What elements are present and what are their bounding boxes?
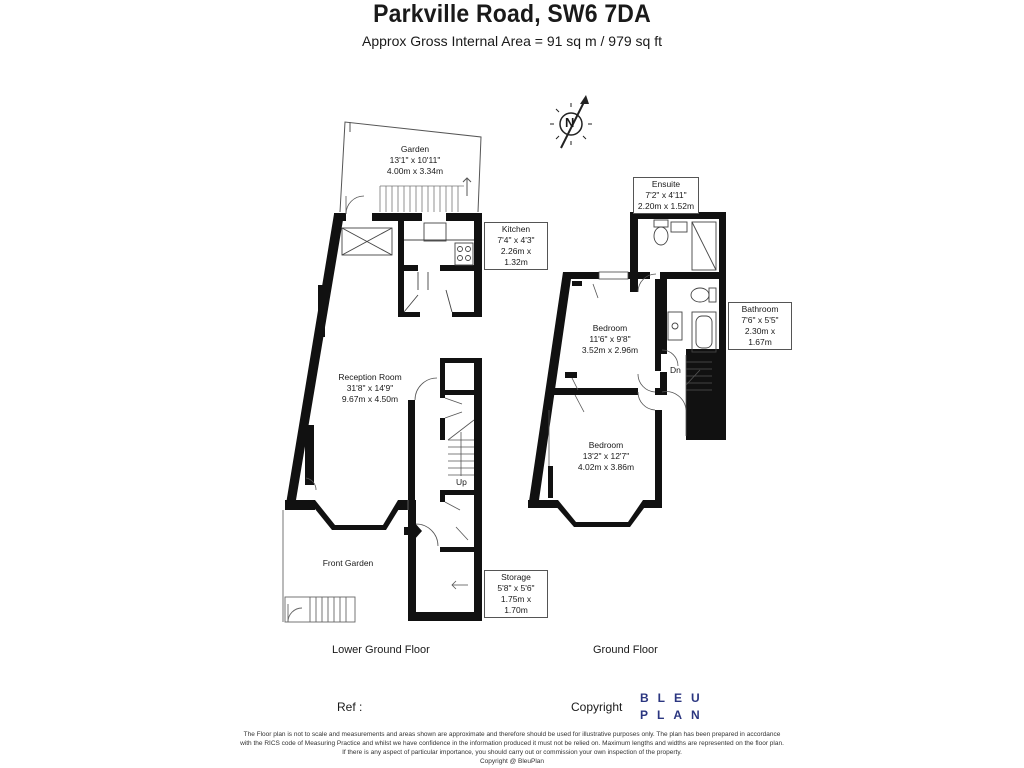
bathroom-label: [728, 302, 792, 350]
bedroom-1-metric: 3.52m x 2.96m: [581, 345, 639, 355]
ground-windows: [599, 272, 628, 279]
ref-label: Ref :: [337, 700, 363, 714]
kitchen-imperial: 7'4" x 4'3": [497, 235, 535, 245]
ensuite-metric: 2.20m x 1.52m: [637, 201, 695, 211]
page-subtitle: Approx Gross Internal Area = 91 sq m / 979 sq ft: [362, 33, 662, 49]
ensuite-imperial: 7'2" x 4'11": [645, 190, 687, 200]
logo-line-2: PLAN: [640, 708, 709, 722]
compass-label: N: [565, 115, 575, 130]
kitchen-metric: 2.26m x 1.32m: [500, 246, 532, 267]
reception-imperial: 31'8" x 14'9": [346, 383, 394, 393]
storage-imperial: 5'8" x 5'6": [497, 583, 535, 593]
storage-metric: 1.75m x 1.70m: [500, 594, 532, 615]
garden-metric: 4.00m x 3.34m: [386, 166, 444, 176]
bathroom-imperial: 7'6" x 5'5": [741, 315, 779, 325]
garden-name: Garden: [400, 144, 430, 154]
lower-ground-floor-label: Lower Ground Floor: [332, 644, 430, 656]
bathroom-metric: 2.30m x 1.67m: [744, 326, 776, 347]
disclaimer-line-3: If there is any aspect of particular importance, you should carry out or commission your own inspection of the property.: [342, 749, 682, 756]
disclaimer-line-4: Copyright @ BleuPlan: [479, 758, 545, 765]
disclaimer: [200, 730, 824, 766]
bedroom-1-imperial: 11'6" x 9'8": [589, 334, 631, 344]
stairs-up-label: Up: [456, 477, 467, 487]
reception-room-label: [325, 372, 415, 405]
bathroom-name: Bathroom: [741, 304, 779, 314]
front-garden-label: [308, 558, 388, 569]
bedroom-2-name: Bedroom: [588, 440, 624, 450]
garden-label: [370, 144, 460, 177]
bleuplan-logo: [640, 690, 709, 724]
ground-floor-plan: [528, 212, 726, 527]
bedroom-1-name: Bedroom: [592, 323, 628, 333]
bedroom-1-label: [570, 323, 650, 356]
front-garden-name: Front Garden: [322, 558, 374, 568]
bedroom-2-label: [566, 440, 646, 473]
disclaimer-line-2: with the RICS code of Measuring Practice and whilst we have confidence in the information produced it must not be relied on. Maximum lengths and widths are represented on the floor plan.: [240, 740, 784, 747]
ensuite-label: [633, 177, 699, 214]
kitchen-name: Kitchen: [501, 224, 531, 234]
reception-metric: 9.67m x 4.50m: [341, 394, 399, 404]
ensuite-name: Ensuite: [651, 179, 681, 189]
bedroom-2-metric: 4.02m x 3.86m: [577, 462, 635, 472]
stairs-down-label: Dn: [670, 365, 681, 375]
ground-floor-walls: [528, 212, 726, 527]
reception-name: Reception Room: [338, 372, 402, 382]
disclaimer-line-1: The Floor plan is not to scale and measurements and areas shown are approximate and therefore should be used for illustrative purposes only. The plan has been prepared in accordance: [243, 731, 781, 738]
storage-label: [484, 570, 548, 618]
page-title: Parkville Road, SW6 7DA: [373, 0, 651, 28]
ground-floor-label: Ground Floor: [593, 644, 658, 656]
garden-imperial: 13'1" x 10'11": [389, 155, 441, 165]
storage-name: Storage: [501, 572, 531, 582]
logo-line-1: BLEU: [640, 691, 709, 705]
lower-stairs: [448, 420, 474, 476]
kitchen-label: [484, 222, 548, 270]
bedroom-2-imperial: 13'2" x 12'7": [582, 451, 630, 461]
copyright-label: Copyright: [571, 700, 623, 714]
